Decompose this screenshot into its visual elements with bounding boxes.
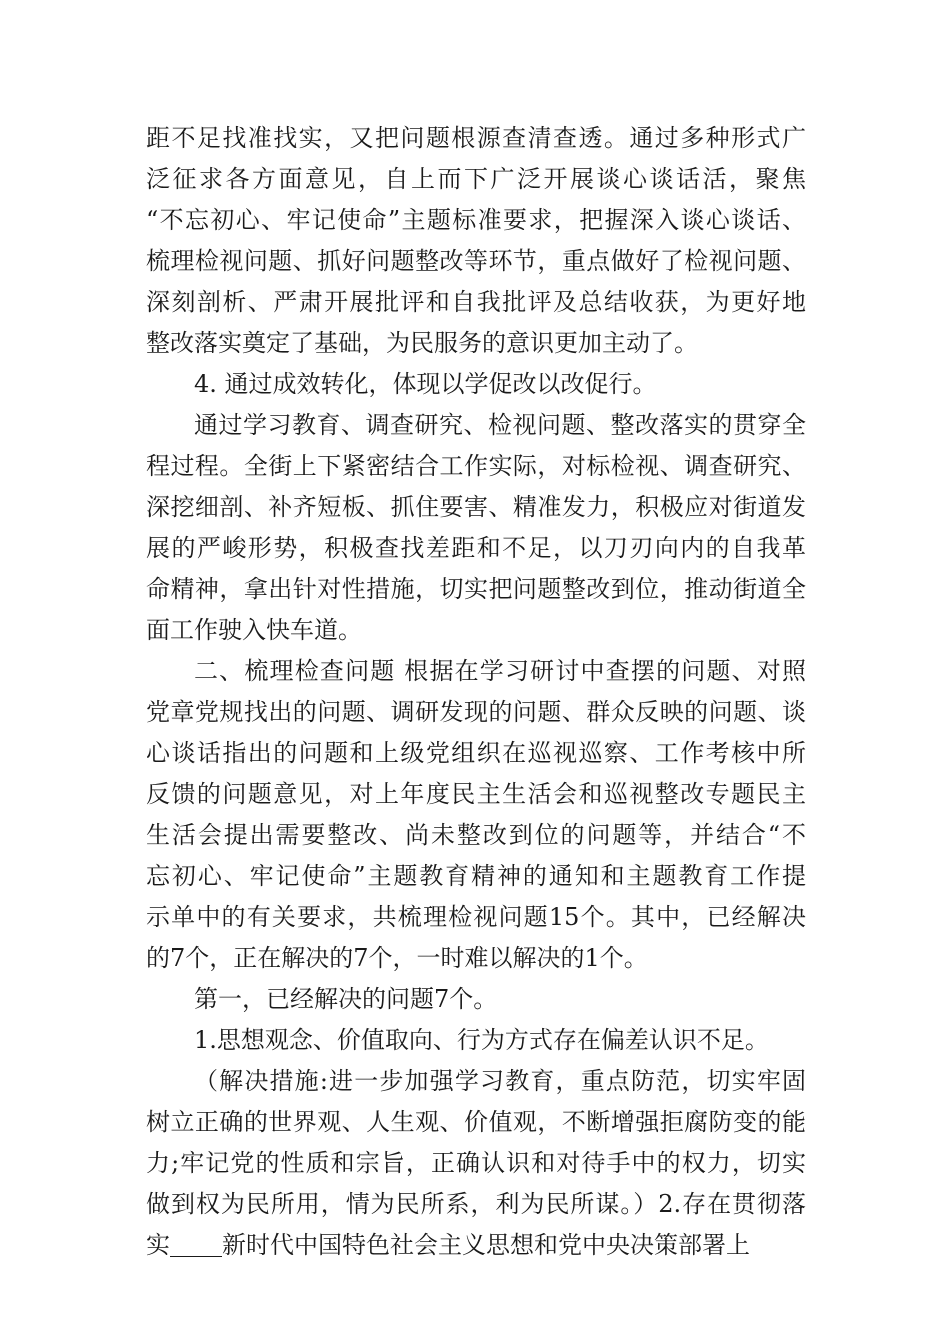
text-fragment: 实 xyxy=(146,1231,170,1259)
text-line: 距不足找准找实，又把问题根源查清查透。通过多种形式广 xyxy=(146,124,806,152)
text-line: 命精神，拿出针对性措施，切实把问题整改到位，推动街道全 xyxy=(146,575,806,603)
fill-in-blank xyxy=(170,1232,222,1257)
text-line: 生活会提出需要整改、尚未整改到位的问题等，并结合“不 xyxy=(146,821,806,849)
text-line: 力;牢记党的性质和宗旨，正确认识和对待手中的权力，切实 xyxy=(146,1149,806,1177)
text-line: 面工作驶入快车道。 xyxy=(146,616,362,644)
text-line: 示单中的有关要求，共梳理检视问题15个。其中，已经解决 xyxy=(146,903,806,931)
text-line: 做到权为民所用，情为民所系，利为民所谋。）2.存在贯彻落 xyxy=(146,1190,806,1218)
text-line: 树立正确的世界观、人生观、价值观，不断增强拒腐防变的能 xyxy=(146,1108,806,1136)
text-line: （解决措施:进一步加强学习教育，重点防范，切实牢固 xyxy=(194,1067,806,1095)
text-line: “不忘初心、牢记使命”主题标准要求，把握深入谈心谈话、 xyxy=(146,206,806,234)
document-page xyxy=(146,118,806,1266)
list-item: 1.思想观念、价值取向、行为方式存在偏差认识不足。 xyxy=(194,1026,769,1054)
text-line: 党章党规找出的问题、调研发现的问题、群众反映的问题、谈 xyxy=(146,698,806,726)
text-line: 通过学习教育、调查研究、检视问题、整改落实的贯穿全 xyxy=(194,411,806,439)
subheading-first: 第一，已经解决的问题7个。 xyxy=(194,985,498,1013)
text-line: 忘初心、牢记使命”主题教育精神的通知和主题教育工作提 xyxy=(146,862,806,890)
text-line: 的7个，正在解决的7个，一时难以解决的1个。 xyxy=(146,944,648,972)
text-line: 程过程。全街上下紧密结合工作实际，对标检视、调查研究、 xyxy=(146,452,806,480)
section-heading-4: 4. 通过成效转化，体现以学促改以改促行。 xyxy=(194,370,657,398)
text-line: 展的严峻形势，积极查找差距和不足，以刀刃向内的自我革 xyxy=(146,534,806,562)
text-line: 泛征求各方面意见，自上而下广泛开展谈心谈话活，聚焦 xyxy=(146,165,806,193)
text-line: 心谈话指出的问题和上级党组织在巡视巡察、工作考核中所 xyxy=(146,739,806,767)
text-line: 反馈的问题意见，对上年度民主生活会和巡视整改专题民主 xyxy=(146,780,806,808)
text-line-with-blank xyxy=(146,1225,806,1266)
text-line: 梳理检视问题、抓好问题整改等环节，重点做好了检视问题、 xyxy=(146,247,806,275)
section-heading-2: 二、梳理检查问题 根据在学习研讨中查摆的问题、对照 xyxy=(194,657,806,685)
text-line: 整改落实奠定了基础，为民服务的意识更加主动了。 xyxy=(146,329,698,357)
text-line: 深挖细剖、补齐短板、抓住要害、精准发力，积极应对街道发 xyxy=(146,493,806,521)
text-fragment: 新时代中国特色社会主义思想和党中央决策部署上 xyxy=(222,1231,750,1259)
text-line: 深刻剖析、严肃开展批评和自我批评及总结收获，为更好地 xyxy=(146,288,806,316)
